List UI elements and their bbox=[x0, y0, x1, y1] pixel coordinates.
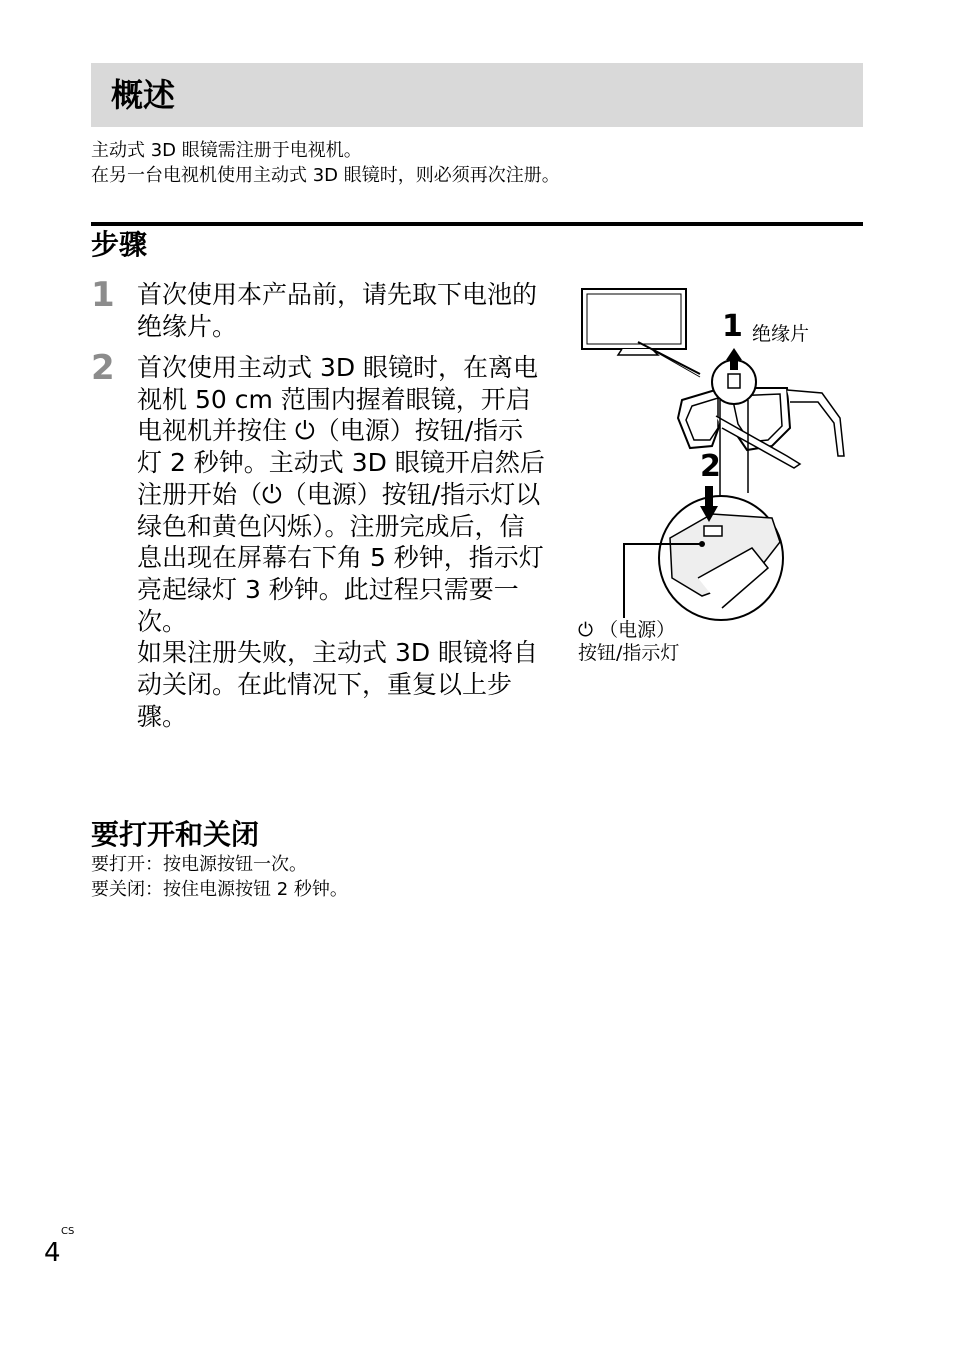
onoff-off: 要关闭：按住电源按钮 2 秒钟。 bbox=[91, 879, 348, 900]
intro-line-2: 在另一台电视机使用主动式 3D 眼镜时，则必须再次注册。 bbox=[91, 165, 560, 186]
callout-power-line-1: ⏻ （电源） bbox=[578, 619, 676, 641]
label-step-1: 1 bbox=[722, 309, 743, 344]
page-language: CS bbox=[61, 1226, 75, 1237]
page-number: 4 bbox=[44, 1238, 61, 1268]
page-title: 概述 bbox=[111, 76, 176, 114]
title-bar bbox=[91, 63, 863, 127]
onoff-on: 要打开：按电源按钮一次。 bbox=[91, 854, 307, 875]
onoff-text bbox=[91, 852, 348, 902]
onoff-heading: 要打开和关闭 bbox=[91, 818, 260, 851]
callout-insulation-tab: 绝缘片 bbox=[752, 323, 810, 345]
registration-illustration bbox=[572, 278, 862, 678]
section-divider bbox=[91, 222, 863, 226]
step-text: 首次使用主动式 3D 眼镜时，在离电视机 50 cm 范围内握着眼镜，开启电视机并按住 ⏻（电源）按钮/指示灯 2 秒钟。主动式 3D 眼镜开启然后注册开始（⏻（电源）按钮/指示灯以绿色和黄色闪烁）。注册完成后，信息出现在屏幕右下角 5 秒钟，指示灯亮起绿灯 3 秒钟。此过程只需要一次。 如果注册失败，主动式 3D 眼镜将自动关闭。在此情况下，重复以上步骤。 bbox=[137, 353, 545, 731]
callout-power-line-2: 按钮/指示灯 bbox=[578, 642, 680, 664]
step-text: 首次使用本产品前，请先取下电池的绝缘片。 bbox=[137, 280, 538, 341]
step-number: 2 bbox=[91, 348, 115, 388]
intro-text bbox=[91, 138, 871, 188]
label-step-2: 2 bbox=[700, 449, 721, 484]
steps-heading: 步骤 bbox=[91, 228, 148, 261]
step-number: 1 bbox=[91, 275, 115, 315]
intro-line-1: 主动式 3D 眼镜需注册于电视机。 bbox=[91, 140, 362, 161]
